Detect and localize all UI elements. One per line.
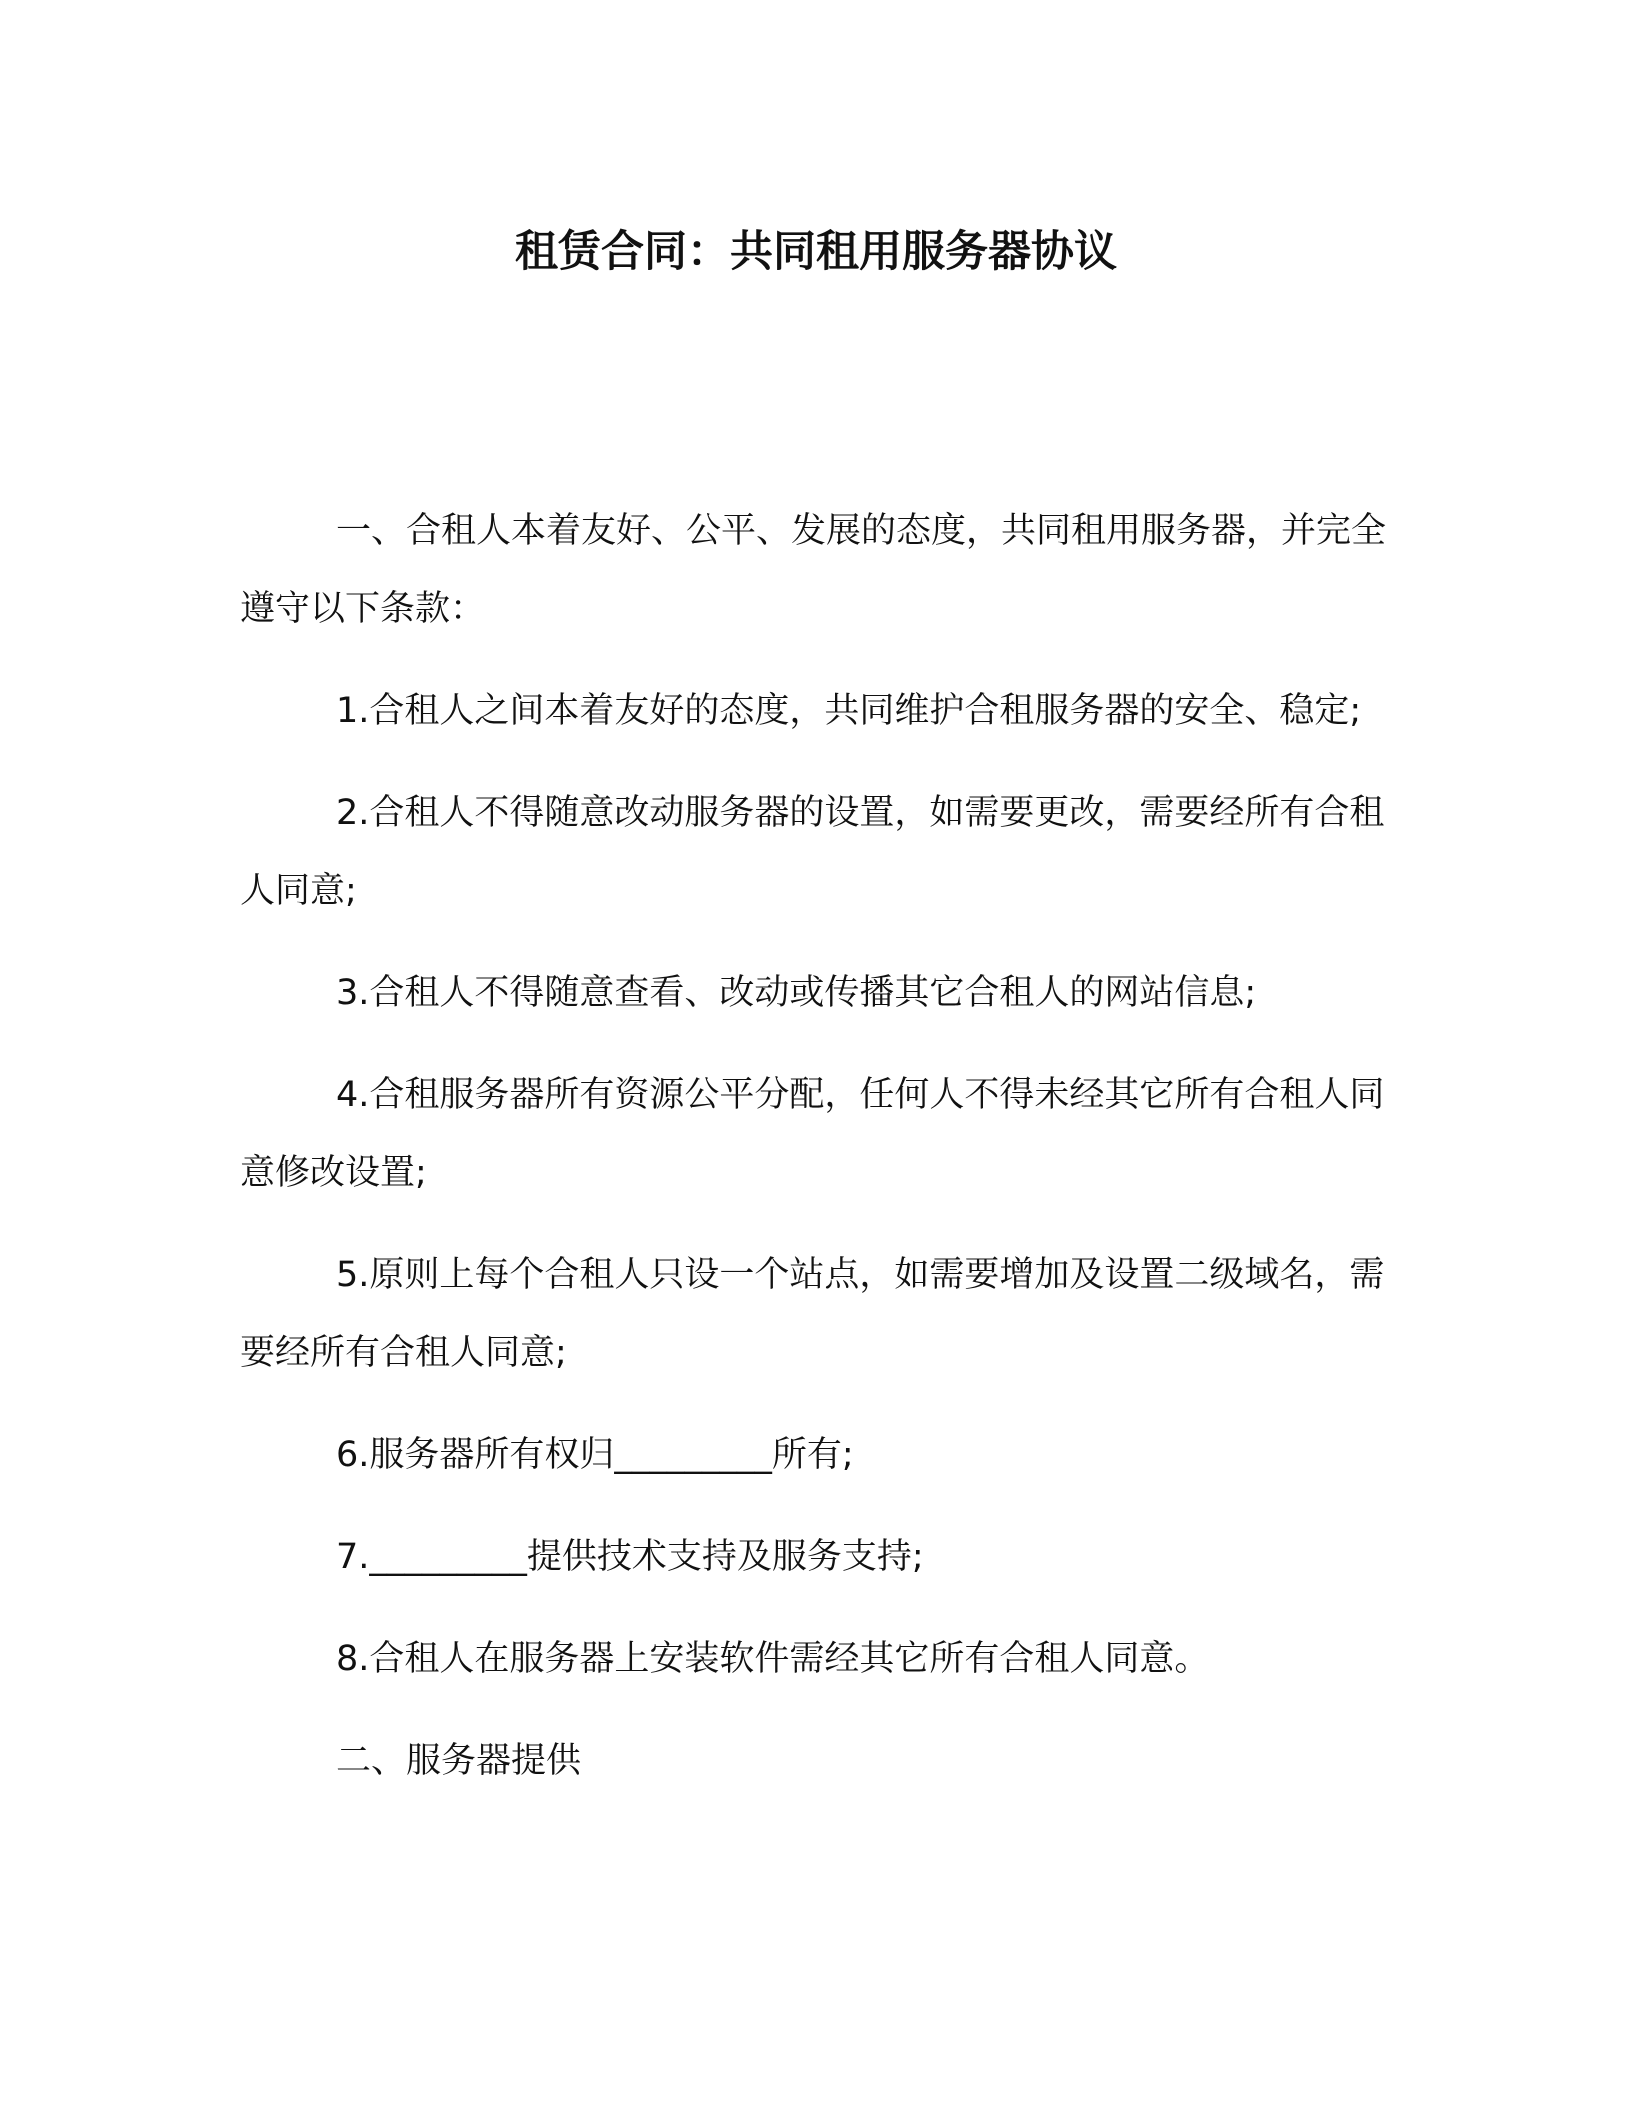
- section-1-intro: 一、合租人本着友好、公平、发展的态度，共同租用服务器，并完全遵守以下条款：: [240, 511, 1387, 629]
- section-2-heading: 二、服务器提供: [336, 1741, 582, 1781]
- document-title: 租赁合同：共同租用服务器协议: [515, 227, 1117, 277]
- clause-4: 4.合租服务器所有资源公平分配，任何人不得未经其它所有合租人同意修改设置;: [240, 1075, 1385, 1193]
- clause-2: 2.合租人不得随意改动服务器的设置，如需要更改，需要经所有合租人同意;: [240, 793, 1385, 911]
- clause-7: 7._________提供技术支持及服务支持;: [336, 1537, 924, 1577]
- clause-1: 1.合租人之间本着友好的态度，共同维护合租服务器的安全、稳定;: [336, 691, 1362, 731]
- clause-8: 8.合租人在服务器上安装软件需经其它所有合租人同意。: [336, 1639, 1210, 1679]
- clause-6: 6.服务器所有权归_________所有;: [336, 1435, 854, 1475]
- clause-3: 3.合租人不得随意查看、改动或传播其它合租人的网站信息;: [336, 973, 1257, 1013]
- clause-5: 5.原则上每个合租人只设一个站点，如需要增加及设置二级域名，需要经所有合租人同意;: [240, 1255, 1385, 1373]
- document-body: [240, 492, 1392, 1824]
